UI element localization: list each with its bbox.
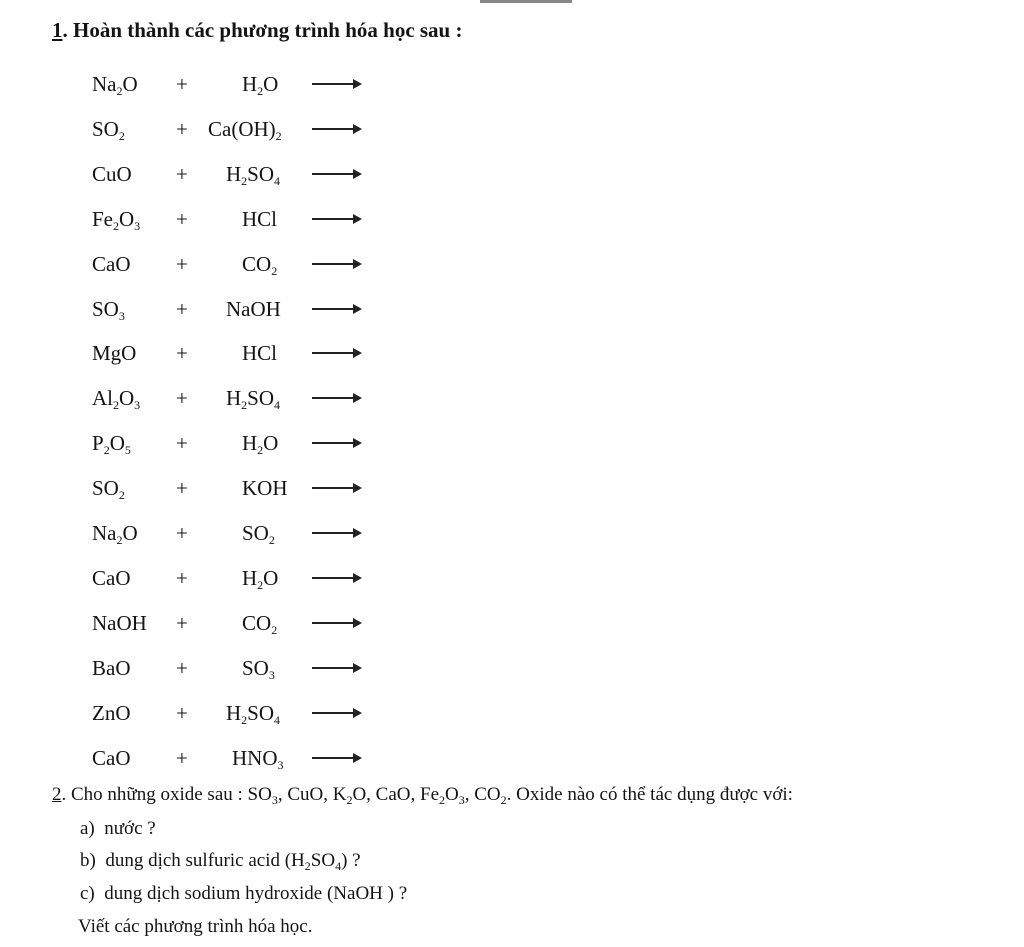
reactant-2: $SO_3$: [242, 655, 275, 682]
equation-row: [0, 380, 420, 416]
reaction-arrow-icon: [312, 442, 360, 444]
reactant-1: CuO: [92, 161, 132, 186]
reactant-1: MgO: [92, 341, 137, 366]
plus-sign: +: [176, 161, 188, 186]
reactant-1: $SO_2$: [92, 116, 125, 143]
reactant-2: $Ca(OH)_2$: [208, 116, 282, 143]
reactant-2: HCl: [242, 206, 278, 231]
reaction-arrow-icon: [312, 218, 360, 220]
reactant-2: $H_2O$: [242, 565, 279, 592]
reactant-1: CaO: [92, 565, 131, 590]
reactant-2: $SO_2$: [242, 521, 275, 547]
reactant-2: $H_2SO_4$: [226, 386, 281, 413]
question-1-title: [52, 18, 462, 43]
plus-sign: +: [176, 72, 188, 96]
equation-row: [0, 335, 420, 371]
reaction-arrow-icon: [312, 667, 360, 669]
reaction-arrow-icon: [312, 83, 360, 85]
reactant-2: KOH: [242, 476, 288, 501]
reactant-1: BaO: [92, 655, 131, 680]
plus-sign: +: [176, 655, 188, 680]
reaction-arrow-icon: [312, 712, 360, 714]
plus-sign: +: [176, 700, 188, 725]
equation-row: [0, 425, 420, 461]
top-rule: [480, 0, 572, 3]
reactant-1: $P_2O_5$: [92, 431, 131, 458]
question-1-text: . Hoàn thành các phương trình hóa học sau :: [62, 18, 463, 42]
question-2-item-c: c) dung dịch sodium hydroxide (NaOH ) ?: [80, 883, 408, 904]
reactant-2: HCl: [242, 341, 278, 366]
reactant-2: $HNO_3$: [232, 745, 284, 772]
equation-row: [0, 740, 420, 776]
equation-row: [0, 291, 420, 327]
reaction-arrow-icon: [312, 263, 360, 265]
question-2-closing: Viết các phương trình hóa học.: [78, 916, 313, 937]
equation-row: [0, 650, 420, 686]
equation-row: [0, 66, 420, 102]
reactant-1: $Al_2O_3$: [92, 386, 141, 413]
equation-row: [0, 246, 420, 282]
reactant-1: CaO: [92, 251, 131, 276]
reactant-1: $Fe_2O_3$: [92, 206, 141, 233]
reaction-arrow-icon: [312, 757, 360, 759]
question-2-text: . Cho những oxide sau : $SO_3$, CuO, $K_2O$, CaO, $Fe_2O_3$, $CO_2$. Oxide nào có thể tác dụng được với:: [61, 784, 793, 807]
plus-sign: +: [176, 296, 188, 321]
reactant-1: $Na_2O$: [92, 521, 138, 547]
plus-sign: +: [176, 565, 188, 590]
reaction-arrow-icon: [312, 173, 360, 175]
reactant-2: $CO_2$: [242, 610, 278, 637]
reactant-2: $CO_2$: [242, 251, 278, 278]
reaction-arrow-icon: [312, 308, 360, 310]
equation-row: [0, 560, 420, 596]
question-1-number: 1: [52, 18, 63, 42]
reaction-arrow-icon: [312, 577, 360, 579]
equation-row: [0, 201, 420, 237]
plus-sign: +: [176, 521, 188, 545]
reaction-arrow-icon: [312, 622, 360, 624]
equation-row: [0, 470, 420, 506]
equation-row: [0, 515, 420, 551]
reaction-arrow-icon: [312, 487, 360, 489]
reaction-arrow-icon: [312, 128, 360, 130]
equation-row: [0, 695, 420, 731]
reactant-1: $SO_2$: [92, 476, 125, 503]
question-2-number: 2: [52, 784, 62, 805]
plus-sign: +: [176, 116, 188, 141]
question-2-item-a: a) nước ?: [80, 818, 156, 839]
reactant-2: $H_2O$: [242, 72, 279, 98]
plus-sign: +: [176, 206, 188, 231]
reactant-2: NaOH: [226, 296, 281, 321]
plus-sign: +: [176, 431, 188, 456]
reaction-arrow-icon: [312, 352, 360, 354]
reaction-arrow-icon: [312, 397, 360, 399]
plus-sign: +: [176, 476, 188, 501]
question-2: [52, 784, 793, 806]
equation-row: [0, 605, 420, 641]
equation-row: [0, 111, 420, 147]
reactant-2: $H_2SO_4$: [226, 161, 281, 188]
reactant-1: CaO: [92, 745, 131, 770]
plus-sign: +: [176, 610, 188, 635]
question-2-item-b: b) dung dịch sulfuric acid $(H_2SO_4)$ ?: [80, 850, 361, 873]
reactant-1: $SO_3$: [92, 296, 125, 323]
plus-sign: +: [176, 251, 188, 276]
equation-row: [0, 156, 420, 192]
reactant-1: NaOH: [92, 610, 147, 635]
reactant-2: $H_2O$: [242, 431, 279, 458]
plus-sign: +: [176, 386, 188, 411]
reactant-2: $H_2SO_4$: [226, 700, 281, 727]
reaction-arrow-icon: [312, 532, 360, 534]
plus-sign: +: [176, 745, 188, 770]
reactant-1: ZnO: [92, 700, 131, 725]
reactant-1: $Na_2O$: [92, 72, 138, 98]
plus-sign: +: [176, 341, 188, 366]
